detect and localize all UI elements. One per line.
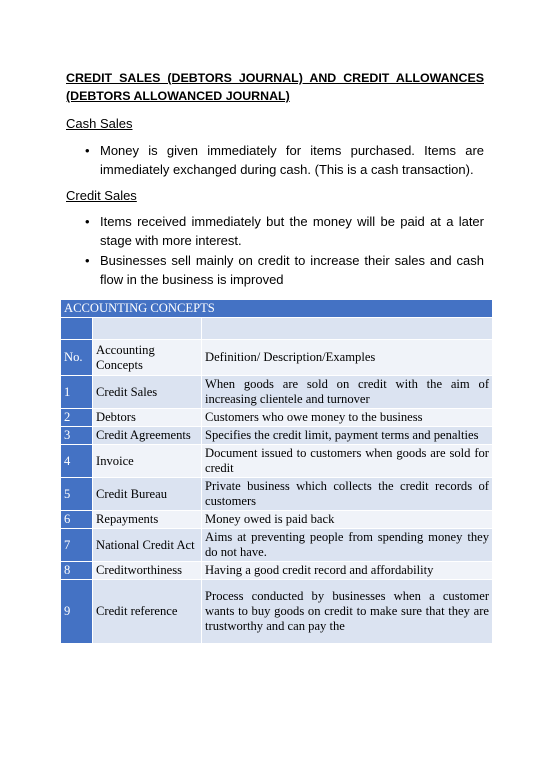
bullet-item: • Money is given immediately for items purchased. Items are immediately exchanged during cash. (This is a cash transaction).	[66, 141, 484, 179]
table-row: 6 Repayments Money owed is paid back	[61, 511, 493, 529]
table-row: 8 Creditworthiness Having a good credit record and affordability	[61, 562, 493, 580]
table-caption-row	[61, 300, 493, 318]
column-header-definition: Definition/ Description/Examples	[202, 340, 493, 376]
credit-sales-bullets	[66, 212, 484, 290]
section-heading-cash-sales: Cash Sales	[66, 116, 133, 131]
table-row: 5 Credit Bureau Private business which collects the credit records of customers	[61, 478, 493, 511]
table-row: 7 National Credit Act Aims at preventing people from spending money they do not have.	[61, 529, 493, 562]
document-title: CREDIT SALES (DEBTORS JOURNAL) AND CREDIT ALLOWANCES (DEBTORS ALLOWANCED JOURNAL)	[66, 71, 484, 103]
table-blank-row	[61, 318, 493, 340]
section-heading-credit-sales: Credit Sales	[66, 188, 137, 203]
cash-sales-bullets	[66, 141, 484, 180]
table-header-row	[61, 340, 493, 376]
table-caption: ACCOUNTING CONCEPTS	[61, 300, 493, 318]
table-row: 2 Debtors Customers who owe money to the business	[61, 409, 493, 427]
column-header-no: No.	[61, 340, 93, 376]
table-row: 1 Credit Sales When goods are sold on credit with the aim of increasing clientele and turnover	[61, 376, 493, 409]
bullet-item: • Items received immediately but the money will be paid at a later stage with more interest.	[66, 212, 484, 250]
table-row: 9 Credit reference Process conducted by businesses when a customer wants to buy goods on credit to make sure that they are trustworthy and can pay the	[61, 580, 493, 644]
table-row: 3 Credit Agreements Specifies the credit limit, payment terms and penalties	[61, 427, 493, 445]
column-header-concept: Accounting Concepts	[93, 340, 202, 376]
bullet-item: • Businesses sell mainly on credit to increase their sales and cash flow in the business is improved	[66, 251, 484, 289]
table-row: 4 Invoice Document issued to customers when goods are sold for credit	[61, 445, 493, 478]
accounting-concepts-table	[60, 299, 493, 644]
